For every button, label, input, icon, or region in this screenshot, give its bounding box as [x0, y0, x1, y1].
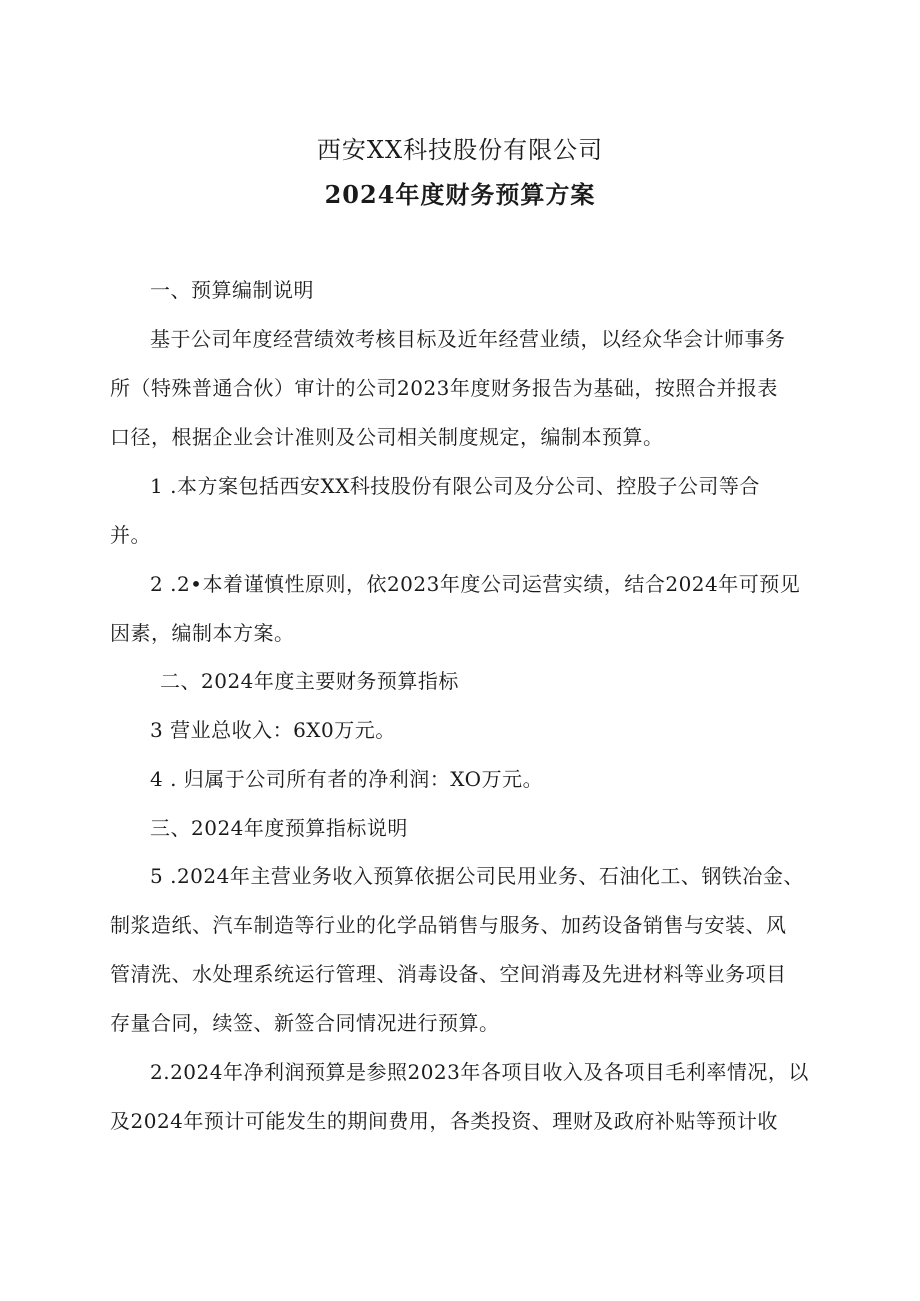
list-item-2-continued: 因素，编制本方案。 [110, 621, 295, 645]
paragraph-line: 制浆造纸、汽车制造等行业的化学品销售与服务、加药设备销售与安装、风 [110, 913, 787, 937]
section-heading-1: 一、预算编制说明 [150, 278, 314, 302]
document-title-company: 西安XX科技股份有限公司 [316, 136, 604, 164]
list-item-1: 1 .本方案包括西安XX科技股份有限公司及分公司、控股子公司等合 [150, 474, 760, 498]
paragraph-line: 基于公司年度经营绩效考核目标及近年经营业绩，以经众华会计师事务 [150, 327, 786, 351]
paragraph-line: 存量合同，续签、新签合同情况进行预算。 [110, 1011, 500, 1035]
list-item-2: 2 .2•本着谨慎性原则，依2023年度公司运营实绩，结合2024年可预见 [150, 572, 801, 596]
paragraph-line: 所（特殊普通合伙）审计的公司2023年度财务报告为基础，按照合并报表 [110, 376, 778, 400]
section-heading-2: 二、2024年度主要财务预算指标 [160, 669, 459, 693]
paragraph-line: 及2024年预计可能发生的期间费用，各类投资、理财及政府补贴等预计收 [110, 1109, 778, 1133]
list-item-5: 5 .2024年主营业务收入预算依据公司民用业务、石油化工、钢铁冶金、 [150, 864, 804, 888]
paragraph-line: 管清洗、水处理系统运行管理、消毒设备、空间消毒及先进材料等业务项目 [110, 962, 787, 986]
list-item-4: 4 . 归属于公司所有者的净利润：XO万元。 [150, 767, 544, 791]
paragraph-line: 口径，根据企业会计准则及公司相关制度规定，编制本预算。 [110, 425, 664, 449]
list-item-3: 3 营业总收入：6X0万元。 [150, 718, 396, 742]
section-heading-3: 三、2024年度预算指标说明 [150, 816, 408, 840]
list-item-6: 2.2024年净利润预算是参照2023年各项目收入及各项目毛利率情况，以 [150, 1060, 809, 1084]
list-item-1-continued: 并。 [110, 523, 151, 547]
document-title-plan: 2024年度财务预算方案 [324, 180, 596, 209]
